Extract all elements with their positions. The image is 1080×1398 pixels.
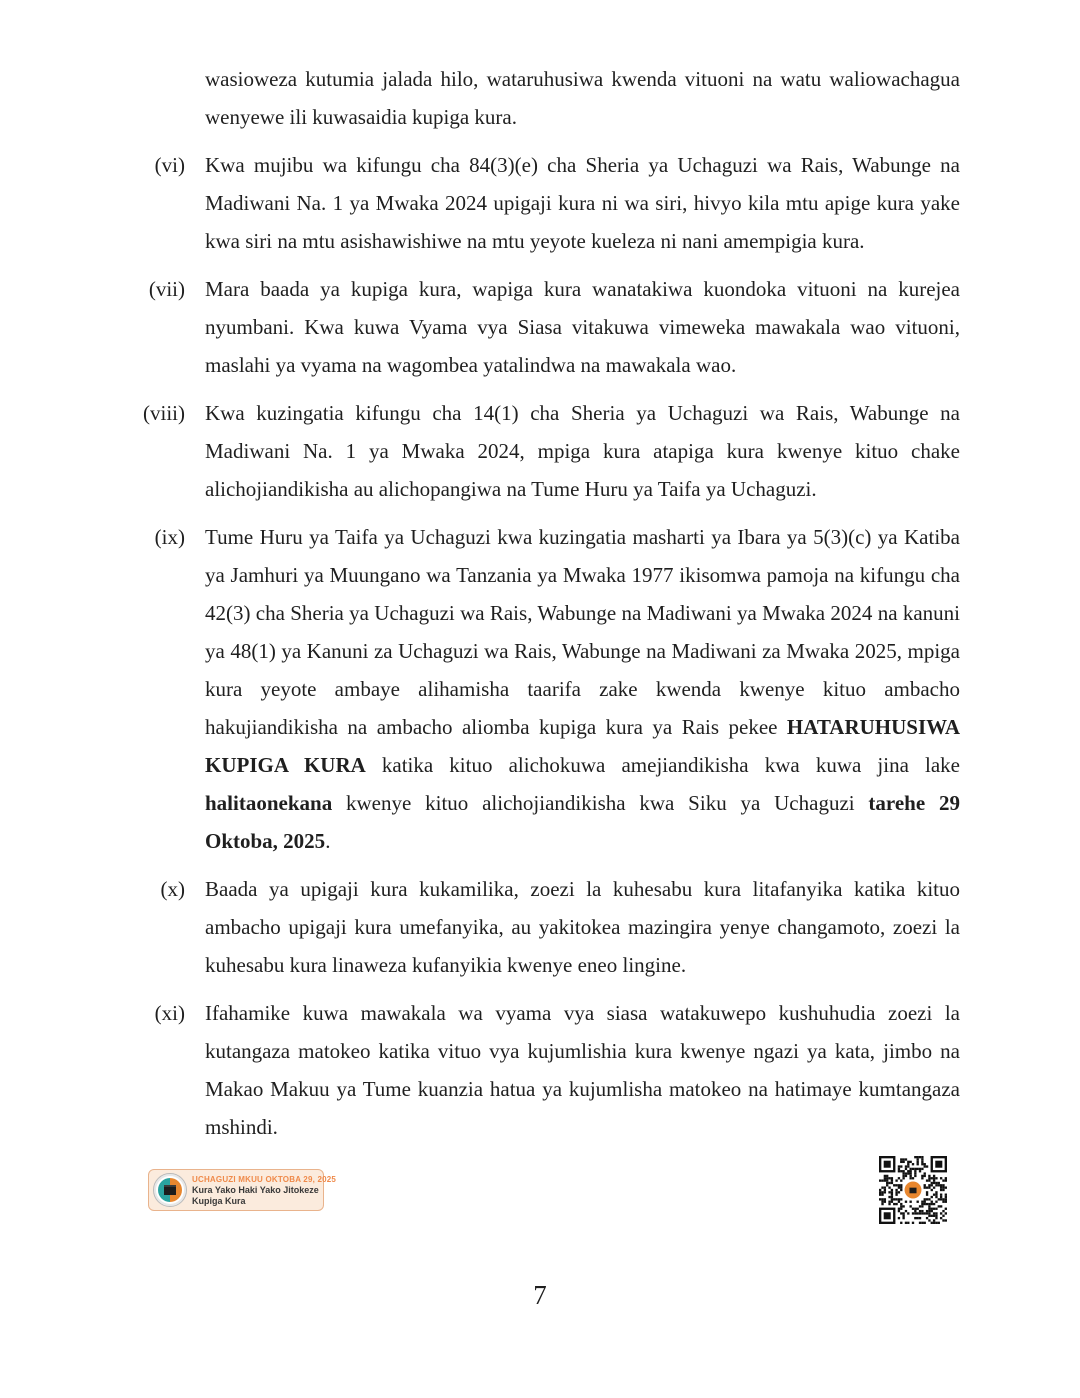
paragraph-text: Tume Huru ya Taifa ya Uchaguzi kwa kuzingatia masharti ya Ibara ya 5(3)(c) ya Katiba ya Jamhuri ya Muungano wa Tanzania ya Mwaka 1977 ikisomwa pamoja na kifungu cha 42(3) cha Sheria ya Uchaguzi wa Rais, Wabunge na Madiwani ya Mwaka 2024 na kanuni ya 48(1) ya Kanuni za Uchaguzi wa Rais, Wabunge na Madiwani za Mwaka 2025, mpiga kura yeyote ambaye alihamisha taarifa zake kwenda kwenye kituo ambacho hakujiandikisha na ambacho aliomba kupiga kura ya Rais pekee HATARUHUSIWA KUPIGA KURA katika kituo alichokuwa amejiandikisha kwa kuwa jina lake halitaonekana kwenye kituo alichojiandikisha kwa Siku ya Uchaguzi tarehe 29 Oktoba, 2025.	[205, 525, 960, 853]
inec-ballot-box-logo-icon	[153, 1173, 187, 1207]
paragraph-text: Ifahamike kuwa mawakala wa vyama vya siasa watakuwepo kushuhudia zoezi la kutangaza matokeo katika vituo vya kujumlishia kura kwenye ngazi ya kata, jimbo na Makao Makuu ya Tume kuanzia hatua ya kujumlisha matokeo na hatimaye kumtangaza mshindi.	[205, 1001, 960, 1139]
list-item-number: (vii)	[148, 277, 185, 301]
paragraph-text: Kwa mujibu wa kifungu cha 84(3)(e) cha Sheria ya Uchaguzi wa Rais, Wabunge na Madiwani Na. 1 ya Mwaka 2024 upigaji kura ni wa siri, hivyo kila mtu apige kura yake kwa siri na mtu asishawishiwe na mtu yeyote kueleza ni nani amempigia kura.	[205, 153, 960, 253]
banner-slogan-line1: Kura Yako Haki Yako Jitokeze	[192, 1184, 319, 1195]
paragraph-continuation	[120, 60, 960, 136]
list-item-xi	[120, 994, 960, 1146]
list-item-number: (viii)	[143, 401, 185, 425]
page-number: 7	[533, 1280, 547, 1310]
document-body	[0, 60, 1080, 1146]
paragraph-text: Mara baada ya kupiga kura, wapiga kura wanatakiwa kuondoka vituoni na kurejea nyumbani. Kwa kuwa Vyama vya Siasa vitakuwa vimeweka mawakala wao vituoni, maslahi ya vyama na wagombea yatalindwa na mawakala wao.	[205, 277, 960, 377]
list-item-number: (xi)	[154, 1001, 185, 1025]
page-footer	[148, 1156, 947, 1224]
list-item-ix	[120, 518, 960, 860]
banner-headline: UCHAGUZI MKUU OKTOBA 29, 2025	[192, 1174, 337, 1184]
paragraph-text: Baada ya upigaji kura kukamilika, zoezi la kuhesabu kura litafanyika katika kituo ambacho upigaji kura umefanyika, au yakitokea mazingira yenye changamoto, zoezi la kuhesabu kura linaweza kufanyikia kwenye eneo lingine.	[205, 877, 960, 977]
paragraph-text: wasioweza kutumia jalada hilo, wataruhusiwa kwenda vituoni na watu waliowachagua wenyewe ili kuwasaidia kupiga kura.	[205, 67, 960, 129]
election-banner	[148, 1169, 337, 1211]
list-item-number: (vi)	[154, 153, 185, 177]
list-item-x	[120, 870, 960, 984]
list-item-vi	[120, 146, 960, 260]
list-item-number: (x)	[160, 877, 185, 901]
qr-code	[879, 1156, 947, 1224]
banner-slogan-line2: Kupiga Kura	[192, 1195, 246, 1206]
banner-text	[192, 1174, 336, 1207]
paragraph-text: Kwa kuzingatia kifungu cha 14(1) cha Sheria ya Uchaguzi wa Rais, Wabunge na Madiwani Na. 1 ya Mwaka 2024, mpiga kura atapiga kura kwenye kituo chake alichojiandikisha au alichopangiwa na Tume Huru ya Taifa ya Uchaguzi.	[205, 401, 960, 501]
list-item-viii	[120, 394, 960, 508]
list-item-number: (ix)	[154, 525, 185, 549]
list-item-vii	[120, 270, 960, 384]
